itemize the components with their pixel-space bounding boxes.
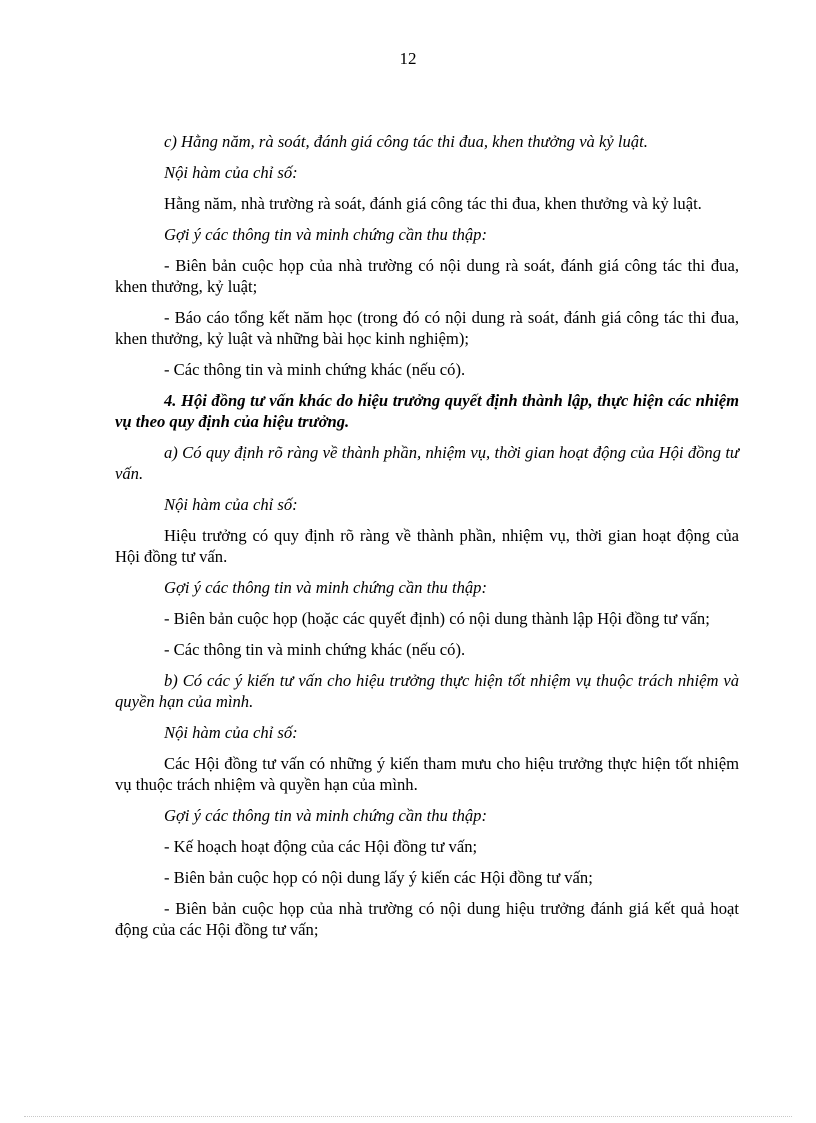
criterion-a-heading: a) Có quy định rõ ràng về thành phần, nhiệm vụ, thời gian hoạt động của Hội đồng tư vấn. bbox=[115, 443, 739, 483]
evidence-hint-label: Gợi ý các thông tin và minh chứng cần thu thập: bbox=[164, 806, 487, 825]
evidence-list-item: - Biên bản cuộc họp (hoặc các quyết định) có nội dung thành lập Hội đồng tư vấn; bbox=[164, 609, 710, 628]
criterion-b-heading: b) Có các ý kiến tư vấn cho hiệu trưởng thực hiện tốt nhiệm vụ thuộc trách nhiệm và quyền hạn của mình. bbox=[115, 671, 739, 711]
evidence-list-item: - Các thông tin và minh chứng khác (nếu có). bbox=[164, 360, 466, 379]
evidence-list-item: - Báo cáo tổng kết năm học (trong đó có nội dung rà soát, đánh giá công tác thi đua, khen thưởng, kỷ luật và những bài học kinh nghiệm); bbox=[115, 308, 739, 348]
section-4-heading: 4. Hội đồng tư vấn khác do hiệu trưởng quyết định thành lập, thực hiện các nhiệm vụ theo quy định của hiệu trưởng. bbox=[115, 391, 739, 431]
evidence-hint-label: Gợi ý các thông tin và minh chứng cần thu thập: bbox=[164, 578, 487, 597]
evidence-list-item: - Biên bản cuộc họp của nhà trường có nội dung hiệu trưởng đánh giá kết quả hoạt động của các Hội đồng tư vấn; bbox=[115, 899, 739, 939]
page-number: 12 bbox=[399, 49, 417, 68]
evidence-hint-label: Gợi ý các thông tin và minh chứng cần thu thập: bbox=[164, 225, 487, 244]
indicator-meaning-label: Nội hàm của chỉ số: bbox=[164, 495, 298, 514]
page-bottom-rule bbox=[24, 1116, 792, 1117]
document-body bbox=[115, 131, 739, 950]
indicator-meaning-label: Nội hàm của chỉ số: bbox=[164, 163, 298, 182]
criterion-c-heading: c) Hằng năm, rà soát, đánh giá công tác thi đua, khen thưởng và kỷ luật. bbox=[164, 132, 648, 151]
indicator-meaning-text: Các Hội đồng tư vấn có những ý kiến tham mưu cho hiệu trưởng thực hiện tốt nhiệm vụ thuộc trách nhiệm và quyền hạn của mình. bbox=[115, 754, 739, 794]
evidence-list-item: - Kế hoạch hoạt động của các Hội đồng tư vấn; bbox=[164, 837, 478, 856]
indicator-meaning-text: Hằng năm, nhà trường rà soát, đánh giá công tác thi đua, khen thưởng và kỷ luật. bbox=[164, 194, 702, 213]
evidence-list-item: - Biên bản cuộc họp có nội dung lấy ý kiến các Hội đồng tư vấn; bbox=[164, 868, 593, 887]
indicator-meaning-label: Nội hàm của chỉ số: bbox=[164, 723, 298, 742]
indicator-meaning-text: Hiệu trưởng có quy định rõ ràng về thành phần, nhiệm vụ, thời gian hoạt động của Hội đồng tư vấn. bbox=[115, 526, 739, 566]
evidence-list-item: - Các thông tin và minh chứng khác (nếu có). bbox=[164, 640, 466, 659]
evidence-list-item: - Biên bản cuộc họp của nhà trường có nội dung rà soát, đánh giá công tác thi đua, khen thưởng, kỷ luật; bbox=[115, 256, 739, 296]
